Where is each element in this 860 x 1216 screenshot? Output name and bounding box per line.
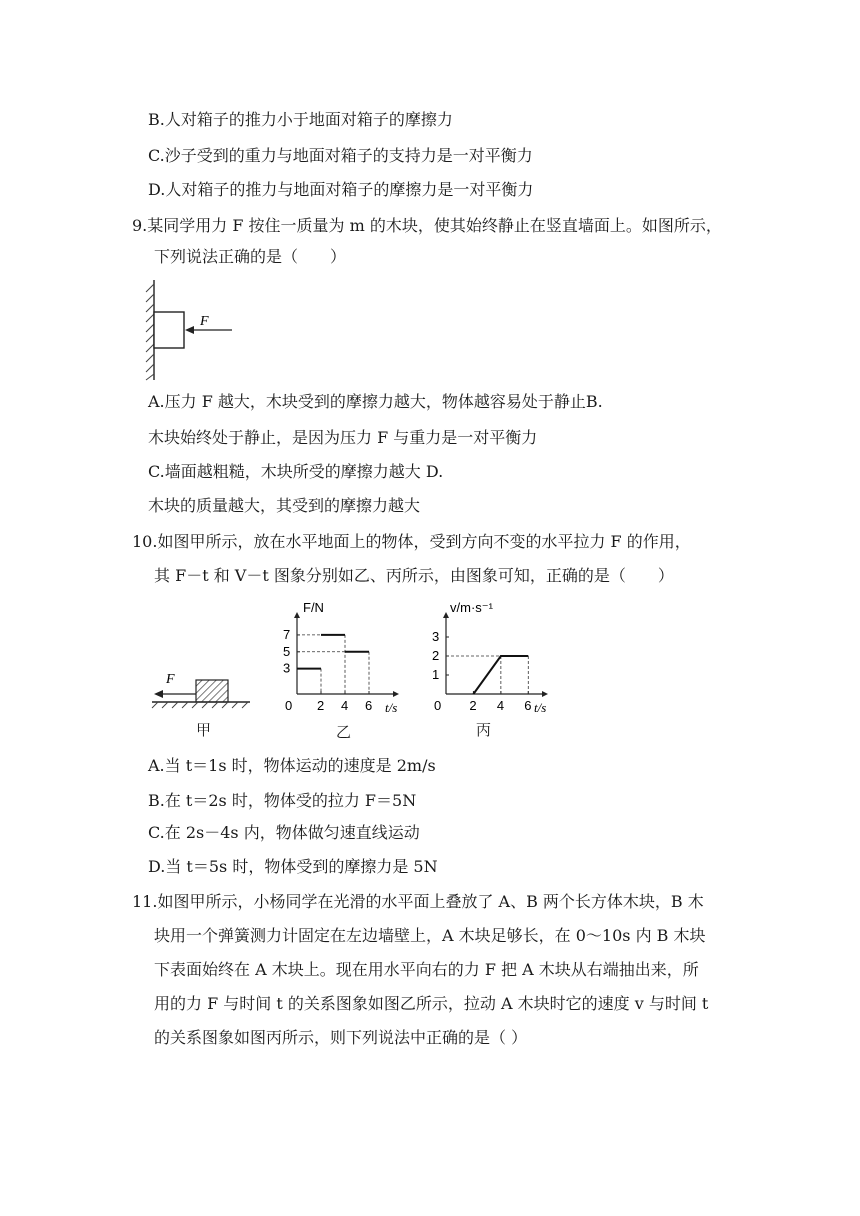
bing-xlabel: t/s — [534, 700, 547, 715]
q11-stem-line3: 下表面始终在 A 木块上。现在用水平向右的力 F 把 A 木块从右端抽出来，所 — [154, 960, 699, 979]
q9-force-label: F — [200, 314, 209, 329]
q9-block — [154, 312, 184, 348]
bing-x-arrow — [542, 691, 548, 697]
yi-y-tick-label: 5 — [283, 643, 291, 659]
q11-stem-line1: 11.如图甲所示，小杨同学在光滑的水平面上叠放了 A、B 两个长方体木块，B 木 — [132, 892, 704, 911]
bing-y-arrow — [443, 612, 449, 618]
bing-x-tick-label: 2 — [469, 698, 477, 713]
q11-stem-line5: 的关系图象如图丙所示，则下列说法中正确的是（ ） — [154, 1028, 528, 1047]
yi-ylabel: F/N — [303, 600, 324, 615]
bing-y-tick-label: 3 — [432, 629, 440, 644]
q9-option-b-text: 木块始终处于静止，是因为压力 F 与重力是一对平衡力 — [148, 428, 538, 447]
yi-x-tick-label: 6 — [365, 698, 373, 713]
q10-option-a: A.当 t＝1s 时，物体运动的速度是 2m/s — [148, 756, 436, 775]
q10-fig-bing-chart — [424, 598, 564, 718]
jia-force-label: F — [166, 672, 175, 687]
q9-option-c: C.墙面越粗糙，木块所受的摩擦力越大 D. — [148, 462, 444, 481]
q9-stem-line1: 9.某同学用力 F 按住一质量为 m 的木块，使其始终静止在竖直墙面上。如图所示， — [132, 216, 722, 235]
q9-option-d-text: 木块的质量越大，其受到的摩擦力越大 — [148, 496, 421, 515]
yi-x-tick-label: 2 — [317, 698, 325, 713]
q10-stem-line2: 其 F－t 和 V－t 图象分别如乙、丙所示，由图象可知，正确的是（ ） — [154, 566, 674, 585]
q10-fig-yi-chart — [275, 598, 415, 718]
q8-option-d: D.人对箱子的推力与地面对箱子的摩擦力是一对平衡力 — [148, 180, 534, 199]
q8-option-b: B.人对箱子的推力小于地面对箱子的摩擦力 — [148, 110, 453, 129]
q10-option-c: C.在 2s－4s 内，物体做匀速直线运动 — [148, 823, 420, 842]
fig-bing-caption: 丙 — [476, 721, 492, 739]
q11-stem-line4: 用的力 F 与时间 t 的关系图象如图乙所示，拉动 A 木块时它的速度 v 与时间 t — [154, 994, 709, 1013]
q8-option-c: C.沙子受到的重力与地面对箱子的支持力是一对平衡力 — [148, 146, 533, 165]
yi-x-tick-label: 4 — [341, 698, 349, 713]
q11-stem-line2: 块用一个弹簧测力计固定在左边墙壁上，A 木块足够长，在 0～10s 内 B 木块 — [154, 926, 706, 945]
bing-x-tick-label: 0 — [434, 698, 442, 713]
yi-xlabel: t/s — [385, 700, 398, 715]
q9-option-a: A.压力 F 越大，木块受到的摩擦力越大，物体越容易处于静止B. — [148, 392, 603, 411]
jia-block — [196, 680, 228, 702]
bing-ylabel: v/m·s⁻¹ — [450, 600, 493, 615]
q9-wall-block-figure — [140, 276, 240, 386]
yi-x-arrow — [393, 691, 399, 697]
bing-y-tick-label: 1 — [432, 667, 440, 682]
fig-yi-caption: 乙 — [336, 723, 352, 741]
q9-stem-line2: 下列说法正确的是（ ） — [154, 247, 347, 266]
yi-y-arrow — [294, 612, 300, 618]
bing-y-tick-label: 2 — [432, 648, 440, 663]
yi-y-tick-label: 3 — [283, 660, 291, 676]
q10-option-b: B.在 t＝2s 时，物体受的拉力 F＝5N — [148, 791, 417, 810]
bing-x-tick-label: 4 — [496, 698, 505, 713]
q10-stem-line1: 10.如图甲所示，放在水平地面上的物体，受到方向不变的水平拉力 F 的作用， — [132, 532, 691, 551]
bing-x-tick-label: 6 — [524, 698, 532, 713]
fig-jia-caption: 甲 — [196, 721, 212, 739]
q10-option-d: D.当 t＝5s 时，物体受到的摩擦力是 5N — [148, 857, 438, 876]
yi-x-tick-label: 0 — [285, 698, 293, 713]
yi-y-tick-label: 7 — [283, 626, 291, 642]
